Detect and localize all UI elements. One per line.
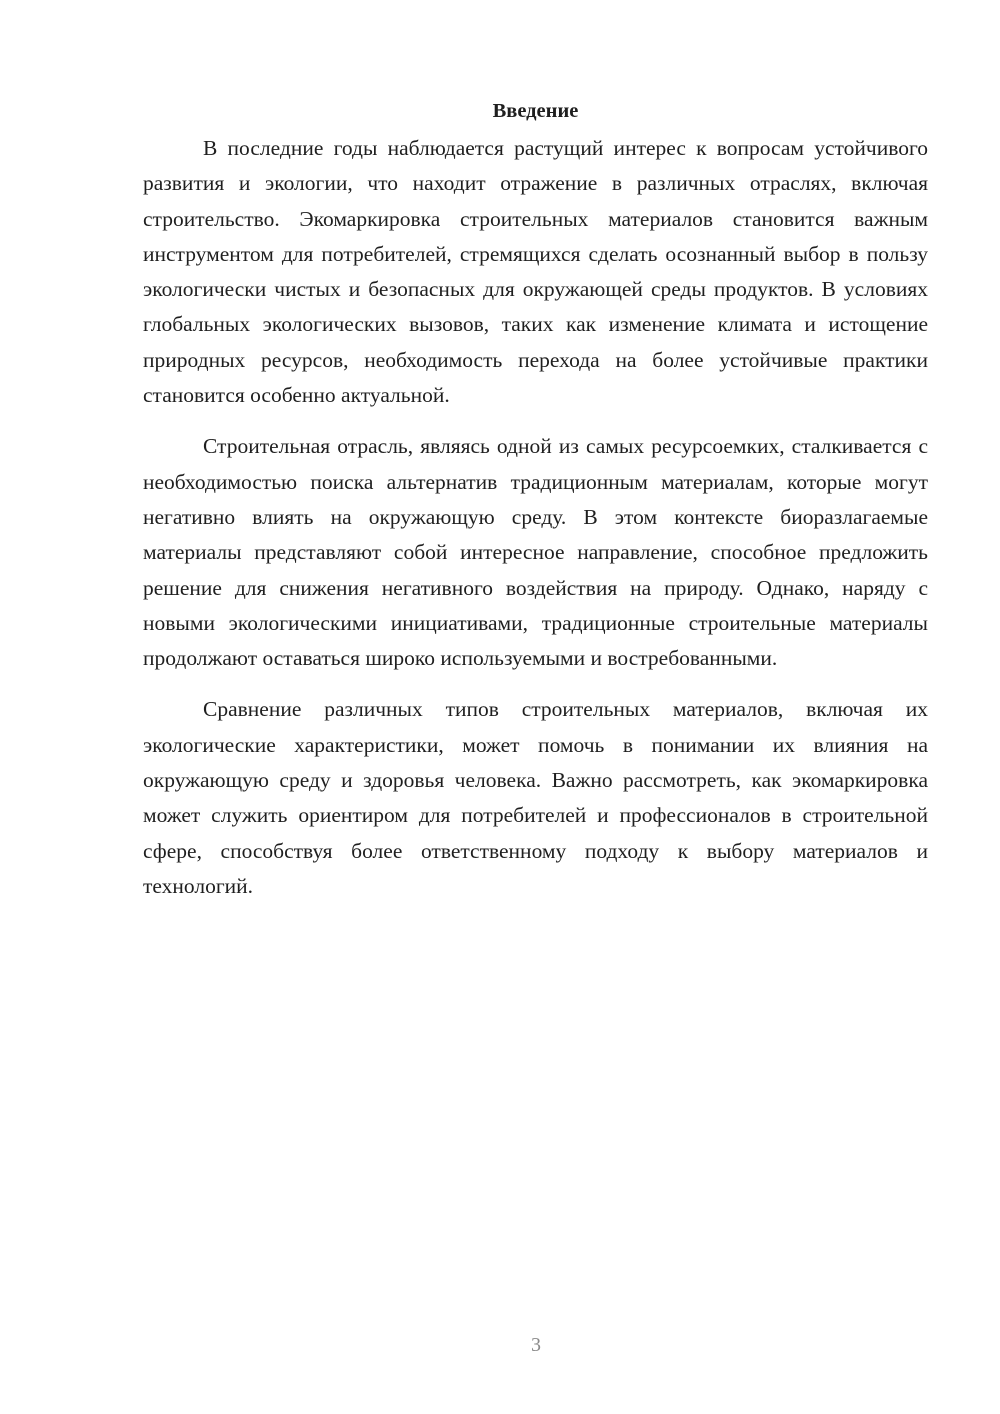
paragraph-1: В последние годы наблюдается растущий интерес к вопросам устойчивого развития и экологии, что находит отражение в различных отраслях, включая строительство. Экомаркировка строительных материалов становится важным инструментом для потребителей, стремящихся сделать осознанный выбор в пользу экологически чистых и безопасных для окружающей среды продуктов. В условиях глобальных экологических вызовов, таких как изменение климата и истощение природных ресурсов, необходимость перехода на более устойчивые практики становится особенно актуальной. <box>143 136 928 408</box>
page-number: 3 <box>531 1334 541 1356</box>
paragraph-2: Строительная отрасль, являясь одной из самых ресурсоемких, сталкивается с необходимостью поиска альтернатив традиционным материалам, которые могут негативно влиять на окружающую среду. В этом контексте биоразлагаемые материалы представляют собой интересное направление, способное предложить решение для снижения негативного воздействия на природу. Однако, наряду с новыми экологическими инициативами, традиционные строительные материалы продолжают оставаться широко используемыми и востребованными. <box>143 434 928 671</box>
page-body <box>143 96 928 920</box>
paragraph-3: Сравнение различных типов строительных материалов, включая их экологические характеристики, может помочь в понимании их влияния на окружающую среду и здоровья человека. Важно рассмотреть, как экомаркировка может служить ориентиром для потребителей и профессионалов в строительной сфере, способствуя более ответственному подходу к выбору материалов и технологий. <box>143 697 928 898</box>
section-title: Введение <box>492 100 579 122</box>
